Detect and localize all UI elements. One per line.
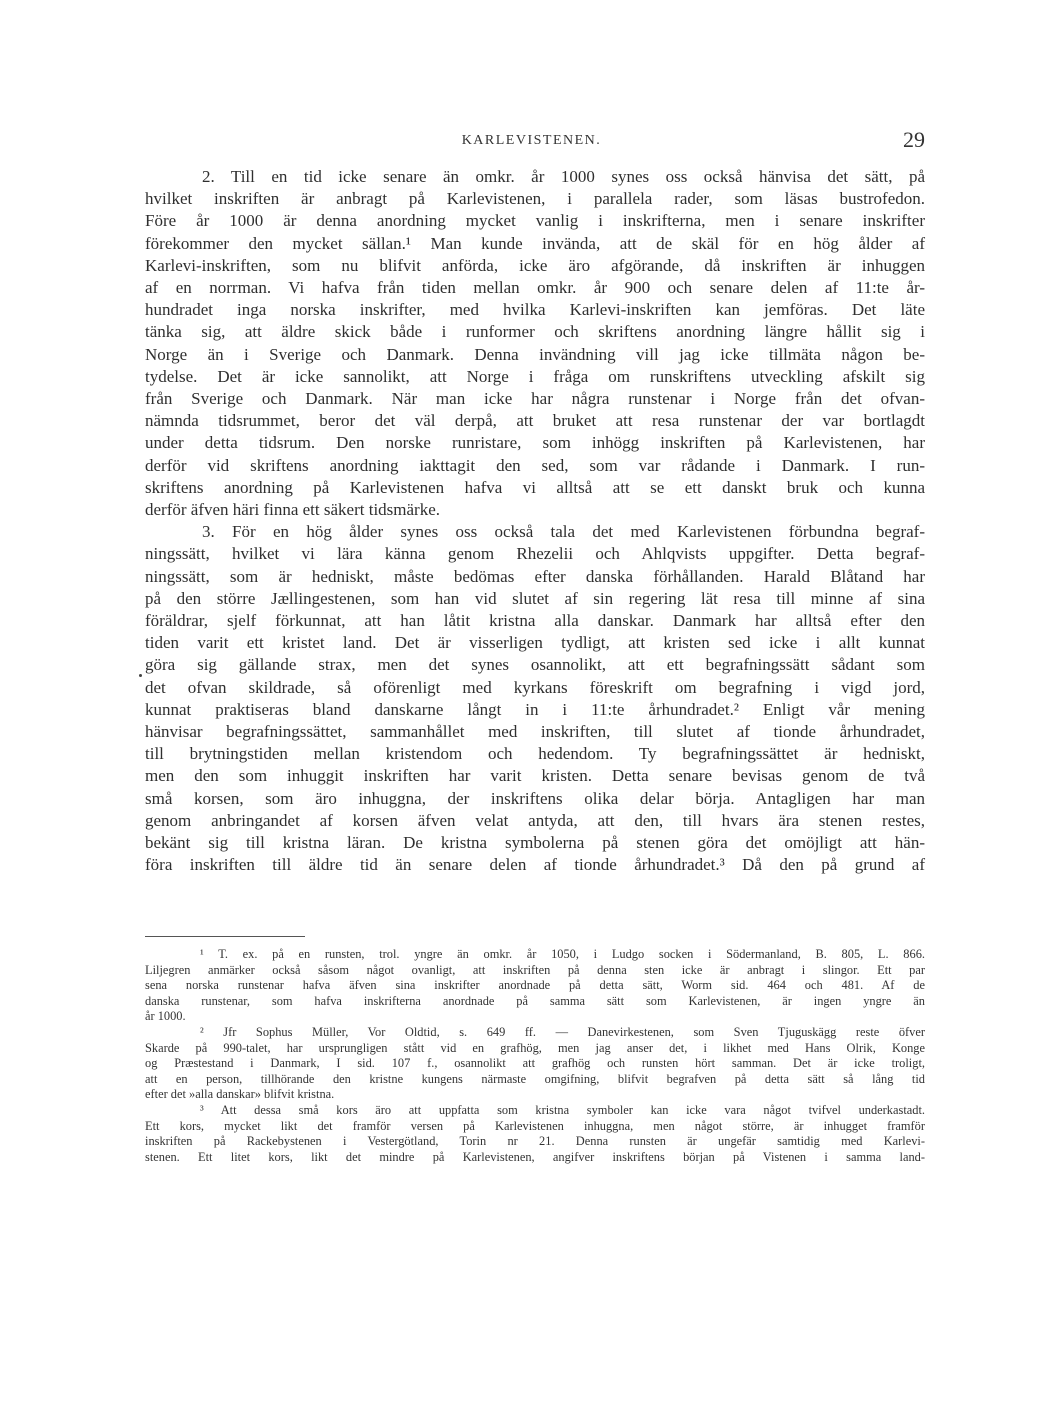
text-line: hvilket inskriften är anbragt på Karlevistenen, i parallela rader, som läsas bustrofedon.	[145, 189, 925, 209]
text-line: hundradet inga norska inskrifter, med hvilka Karlevi-inskriften kan jemföras. Det läte	[145, 300, 925, 320]
text-line: bekänt sig till kristna läran. De kristna symbolerna på stenen göra det omöjligt att hän-	[145, 833, 925, 853]
text-line: ningssätt, hvilket vi lära känna genom Rhezelii och Ahlqvists uppgifter. Detta begraf-	[145, 544, 925, 564]
text-line: Karlevi-inskriften, som nu blifvit anförda, icke äro afgörande, då inskriften är inhuggen	[145, 255, 925, 275]
text-line: till brytningstiden mellan kristendom och hedendom. Ty begrafningssättet är hedniskt,	[145, 744, 925, 764]
margin-dot	[139, 674, 142, 677]
footnote-line: efter det »alla danskar» blifvit kristna.	[145, 1087, 335, 1102]
footnote-line: ³ Att dessa små kors äro att uppfatta som kristna symboler kan icke vara något tvifvel underkastadt.	[200, 1102, 925, 1117]
text-line: nämnda tidsrummet, beror det väl derpå, att bruket att resa runstenar der var bortlagdt	[145, 411, 925, 431]
footnote-line: Liljegren anmärker också såsom något ovanligt, att inskriften på denna sten icke är anbragt i slingor. Ett par	[145, 962, 925, 977]
footnote-divider	[145, 936, 305, 937]
footnote-line: år 1000.	[145, 1009, 186, 1024]
footnotes	[145, 947, 925, 1165]
text-line: små korsen, som äro inhuggna, der inskriftens olika delar börja. Antagligen har man	[145, 788, 925, 808]
footnote-line: og Præstestand i Danmark, I sid. 107 f., osannolikt att grafhög och runsten hört samman. Det är icke troligt,	[145, 1056, 925, 1071]
footnote-line: ² Jfr Sophus Müller, Vor Oldtid, s. 649 ff. — Danevirkestenen, som Sven Tjuguskägg reste öfver	[200, 1024, 925, 1039]
footnote-line: att en person, tillhörande den kristne kungens närmaste omgifning, blifvit begrafven på detta sätt så lång tid	[145, 1071, 925, 1086]
text-line: Före år 1000 är denna anordning mycket vanlig i inskrifterna, men i senare inskrifter	[145, 211, 925, 231]
text-line: genom anbringandet af korsen äfven velat antyda, att den, till hvars ära stenen restes,	[145, 810, 925, 830]
footnote-line: ¹ T. ex. på en runsten, trol. yngre än omkr. år 1050, i Ludgo socken i Södermanland, B. 805, L. 866.	[200, 947, 925, 961]
text-line: 2. Till en tid icke senare än omkr. år 1000 synes oss också hänvisa det sätt, på	[202, 167, 925, 186]
text-line: det ofvan skildrade, så oförenligt med kyrkans föreskrift om begrafning i vigd jord,	[145, 677, 925, 697]
text-line: förekommer den mycket sällan.¹ Man kunde invända, att de skäl för en hög ålder af	[145, 233, 925, 253]
text-line: föra inskriften till äldre tid än senare delen af tionde århundradet.³ Då den på grund af	[145, 855, 925, 875]
text-line: tydelse. Det är icke sannolikt, att Norge i fråga om runskriftens utveckling afskilt sig	[145, 366, 925, 386]
text-line: derför äfven häri finna ett säkert tidsmärke.	[145, 500, 441, 520]
footnote-line: Ett kors, mycket likt det framför versen på Karlevistenen inhuggna, men något större, är inhugget framför	[145, 1118, 925, 1133]
text-line: Norge än i Sverige och Danmark. Denna invändning vill jag icke tillmäta någon be-	[145, 344, 925, 364]
main-text	[145, 166, 925, 877]
text-line: från Sverige och Danmark. När man icke har några runstenar i Norge från det ofvan-	[145, 389, 925, 409]
footnote-line: inskriften på Rackebystenen i Vestergötland, Torin nr 21. Denna runsten är ungefär samtidig med Karlevi-	[145, 1134, 925, 1149]
page-number: 29	[903, 127, 925, 152]
footnote-line: danska runstenar, som hafva inskrifterna anordnade på samma sätt som Karlevistenen, är ingen yngre än	[145, 993, 925, 1008]
text-line: på den större Jællingestenen, som han vid slutet af sin regering lät resa till minne af sina	[145, 588, 925, 608]
text-line: hänvisar begrafningssättet, sammanhållet med inskriften, till slutet af tionde århundradet,	[145, 722, 925, 742]
text-line: kunnat praktiseras bland danskarne långt in i 11:te århundradet.² Enligt vår mening	[145, 699, 925, 719]
text-line: men den som inhuggit inskriften har varit kristen. Detta senare bevisas genom de två	[145, 766, 925, 786]
text-line: föräldrar, sjelf förkunnat, att han låtit kristna alla danskar. Danmark har alltså efter den	[145, 611, 925, 631]
text-line: 3. För en hög ålder synes oss också tala det med Karlevistenen förbundna begraf-	[202, 522, 925, 542]
running-title: KARLEVISTENEN.	[461, 133, 602, 148]
text-line: tänka sig, att äldre skick både i runformer och skriftens anordning längre hållit sig i	[145, 322, 925, 342]
footnote-line: Skarde på 990-talet, har ursprungligen stått vid en grafhög, men jag anser det, i likhet med Hans Olrik, Konge	[145, 1040, 925, 1055]
text-line: skriftens anordning på Karlevistenen hafva vi alltså att se ett danskt bruk och kunna	[145, 477, 925, 497]
text-line: under detta tidsrum. Den norske runristare, som inhögg inskriften på Karlevistenen, har	[145, 433, 925, 453]
text-line: tiden varit ett kristet land. Det är visserligen tydligt, att kristen sed icke i allt kunnat	[145, 633, 925, 653]
footnote-line: sena norska runstenar hafva äfven sina inskrifter anordnade på detta sätt, Worm sid. 464 och 481. Af de	[145, 978, 925, 993]
text-line: derför vid skriftens anordning iakttagit den sed, som var rådande i Danmark. I run-	[145, 455, 925, 475]
footnote-line: stenen. Ett litet kors, likt det mindre på Karlevistenen, angifver inskriftens början på Vistenen i samma land-	[145, 1149, 925, 1164]
text-line: ningssätt, som är hedniskt, måste bedömas efter danska förhållanden. Harald Blåtand har	[145, 566, 925, 586]
text-line: göra sig gällande strax, men det synes osannolikt, att ett begrafningssätt sådant som	[145, 655, 925, 675]
text-line: af en norrman. Vi hafva från tiden mellan omkr. år 900 och senare delen af 11:te år-	[145, 278, 925, 298]
